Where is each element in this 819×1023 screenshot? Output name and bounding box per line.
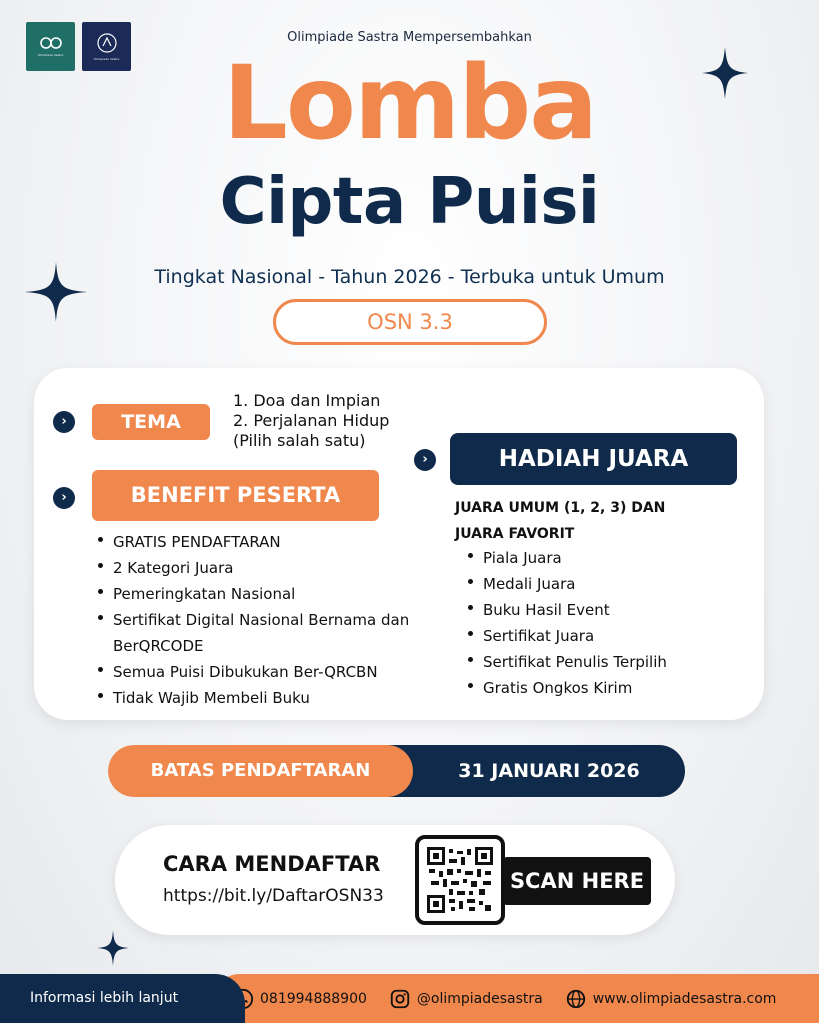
sparkle-icon [97, 930, 129, 966]
website-url: www.olimpiadesastra.com [592, 990, 777, 1007]
scan-here-label: SCAN HERE [503, 857, 651, 905]
tema-item: 2. Perjalanan Hidup [233, 411, 390, 430]
footer-info-label: Informasi lebih lanjut [0, 974, 245, 1023]
website-contact[interactable] [565, 988, 777, 1010]
hadiah-item: Sertifikat Juara [465, 623, 725, 649]
juara-heading [455, 495, 735, 547]
tema-label: TEMA [92, 404, 210, 440]
title-lomba: Lomba [222, 44, 597, 163]
qr-code-icon [427, 847, 493, 913]
benefit-item: GRATIS PENDAFTARAN [95, 529, 425, 555]
phone-contact[interactable] [232, 988, 367, 1010]
deadline-bar [108, 745, 685, 797]
globe-icon [565, 988, 587, 1010]
hadiah-item: Piala Juara [465, 545, 725, 571]
benefit-item: Pemeringkatan Nasional [95, 581, 425, 607]
registration-link[interactable]: https://bit.ly/DaftarOSN33 [163, 886, 384, 906]
instagram-icon [389, 988, 411, 1010]
benefit-item: Semua Puisi Dibukukan Ber-QRCBN [95, 659, 425, 685]
hadiah-item: Medali Juara [465, 571, 725, 597]
juara-heading-line: JUARA UMUM (1, 2, 3) DAN [455, 500, 666, 516]
registration-heading: CARA MENDAFTAR [163, 852, 381, 876]
partner-logo: Olimpiade Sastra [82, 22, 131, 71]
benefit-item: Tidak Wajib Membeli Buku [95, 685, 425, 711]
hadiah-item: Buku Hasil Event [465, 597, 725, 623]
presents-text: Olimpiade Sastra Mempersembahkan [287, 30, 532, 45]
instagram-handle: @olimpiadesastra [416, 990, 543, 1007]
tema-item: 1. Doa dan Impian [233, 391, 381, 410]
benefit-item: Sertifikat Digital Nasional Bernama dan BerQRCODE [95, 607, 425, 659]
hadiah-item: Sertifikat Penulis Terpilih [465, 649, 725, 675]
deadline-label: BATAS PENDAFTARAN [108, 745, 413, 797]
edition-badge: OSN 3.3 [273, 299, 547, 345]
qr-code[interactable] [415, 835, 505, 925]
hadiah-label: HADIAH JUARA [450, 433, 737, 485]
event-subtitle: Tingkat Nasional - Tahun 2026 - Terbuka untuk Umum [154, 266, 665, 288]
title-cipta-puisi: Cipta Puisi [219, 165, 600, 239]
chevron-right-icon: › [414, 449, 436, 471]
benefit-list [95, 529, 425, 711]
hadiah-list [465, 545, 725, 701]
hadiah-item: Gratis Ongkos Kirim [465, 675, 725, 701]
benefit-item: 2 Kategori Juara [95, 555, 425, 581]
chevron-right-icon: › [53, 487, 75, 509]
tema-item: (Pilih salah satu) [233, 431, 366, 450]
tema-list [233, 391, 389, 451]
phone-number: 081994888900 [260, 990, 367, 1007]
deadline-date: 31 JANUARI 2026 [383, 745, 685, 797]
olimpiade-sastra-logo: Olimpiade Sastra [26, 22, 75, 71]
instagram-contact[interactable] [389, 988, 543, 1010]
footer-contacts [212, 974, 819, 1023]
chevron-right-icon: › [53, 411, 75, 433]
juara-heading-line: JUARA FAVORIT [455, 526, 575, 542]
benefit-label: BENEFIT PESERTA [92, 470, 379, 521]
